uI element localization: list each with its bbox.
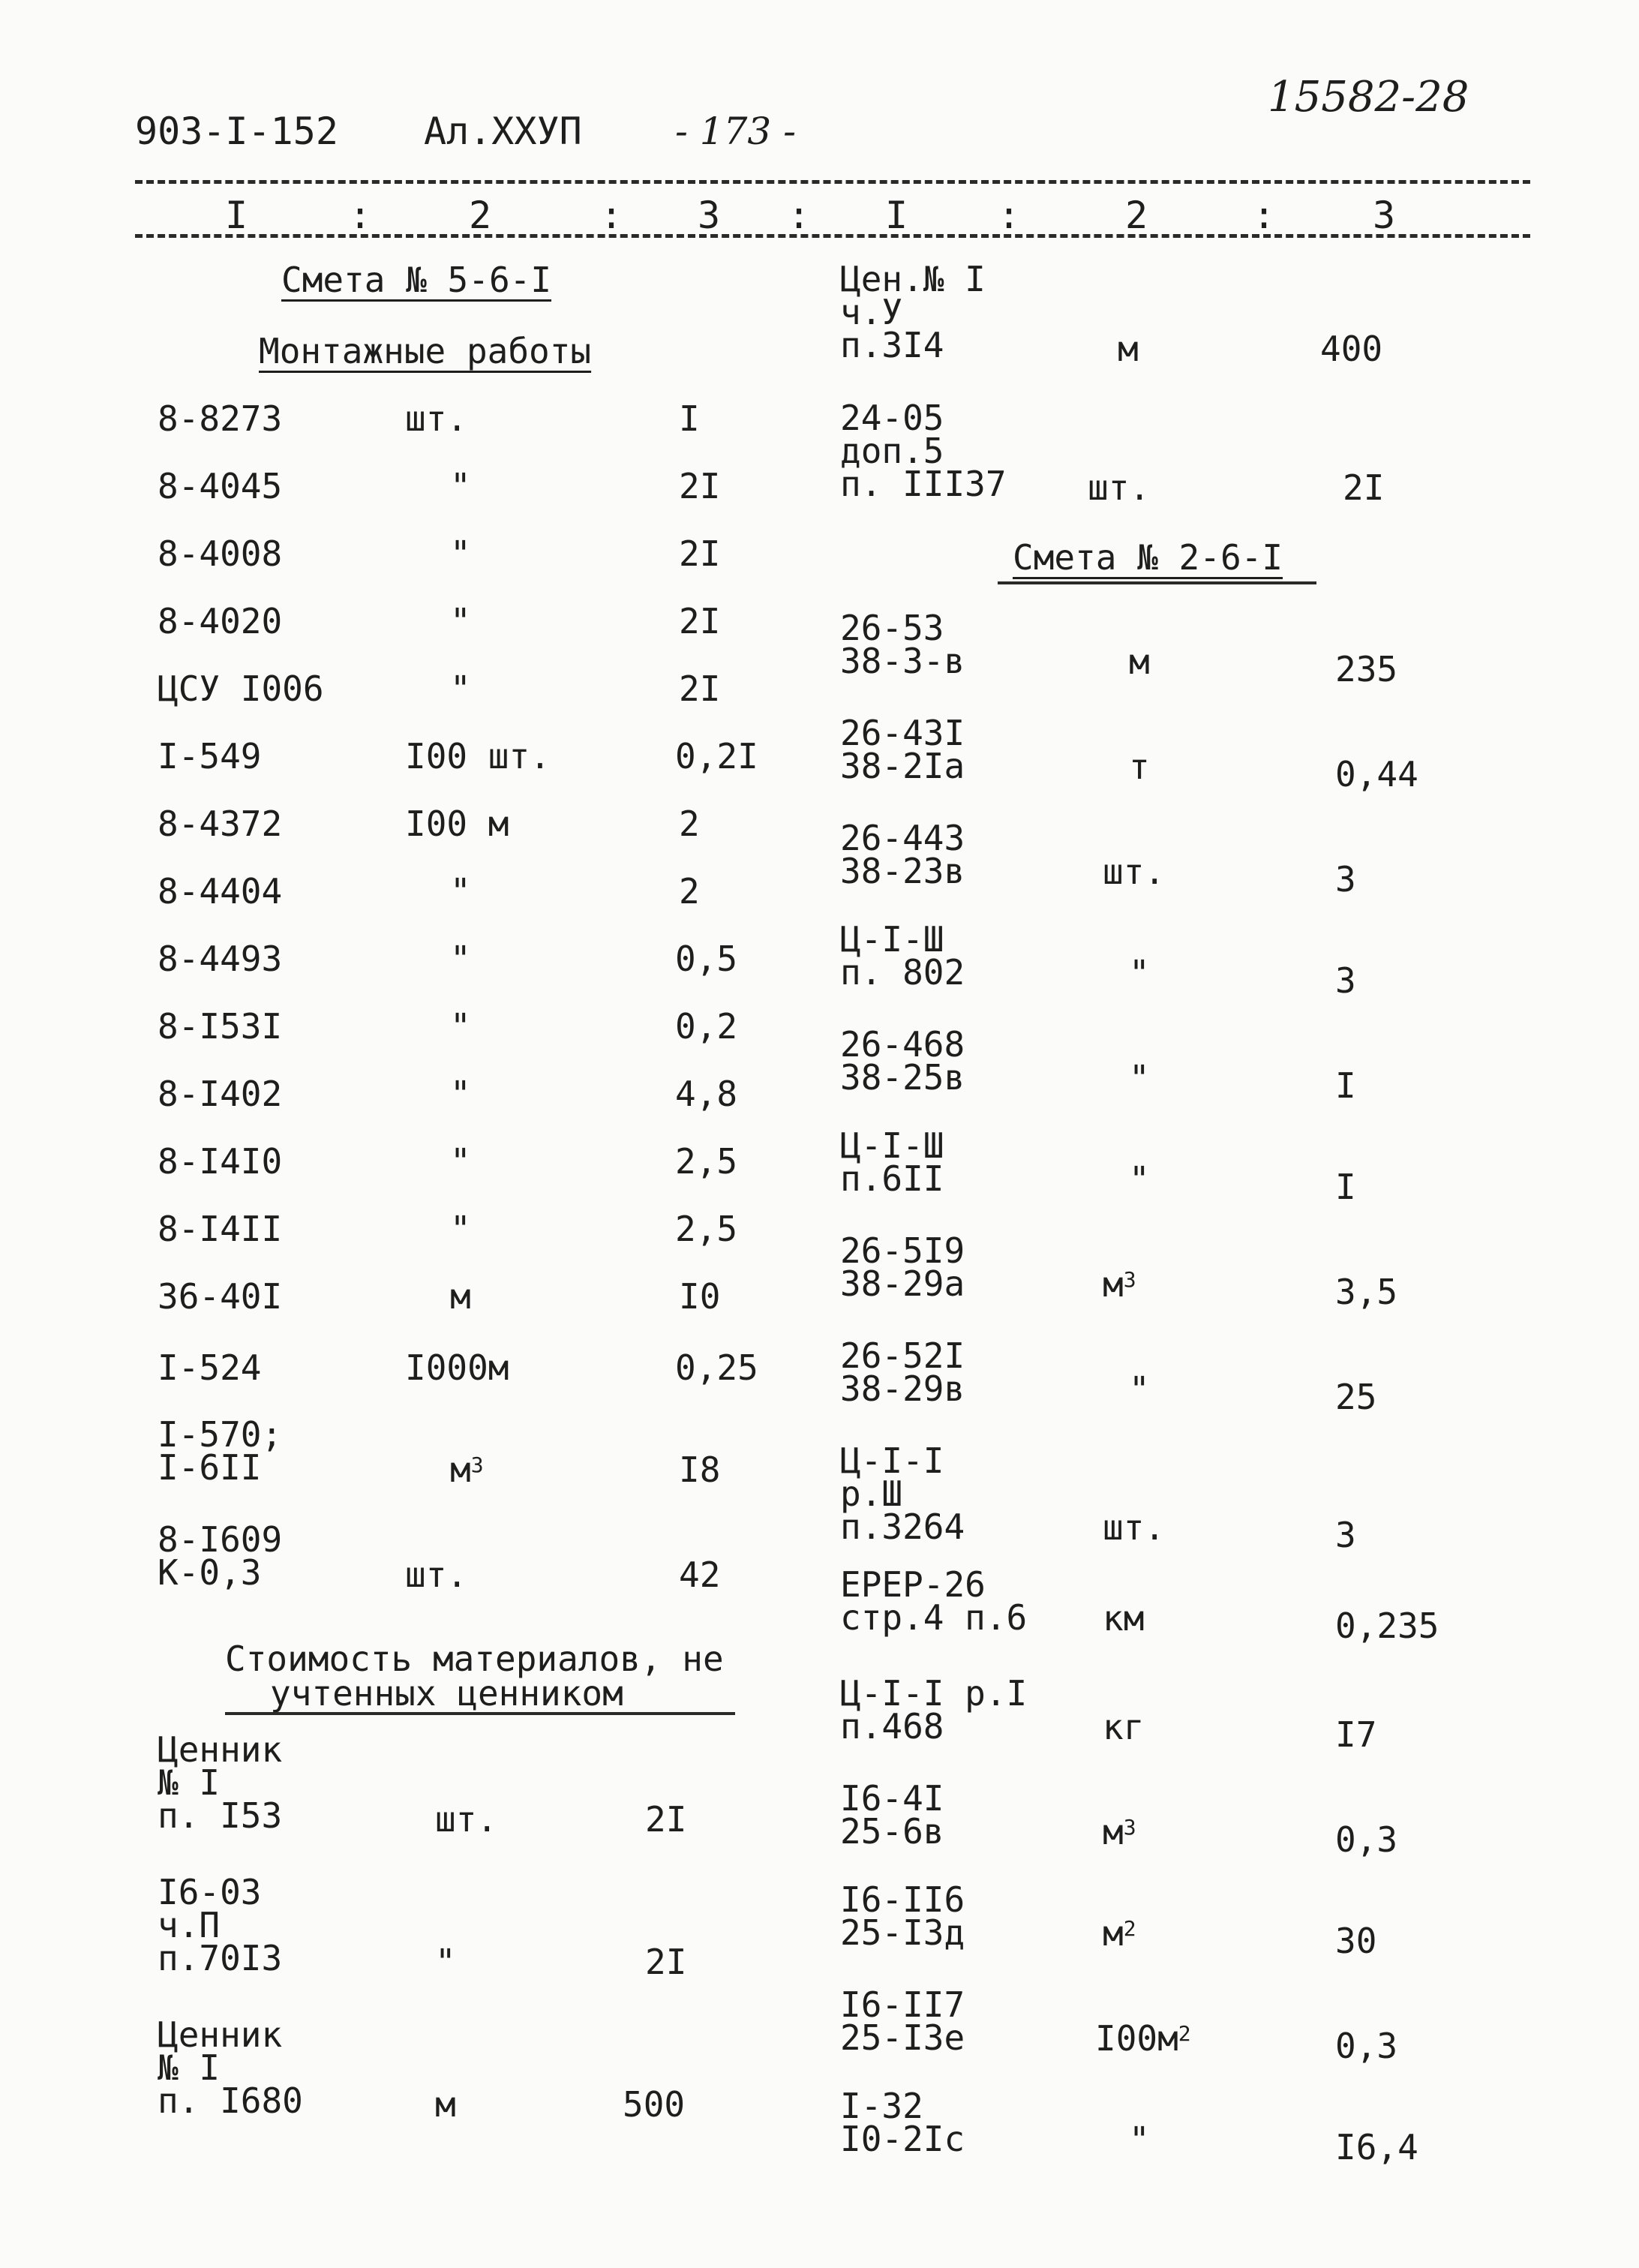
quantity-cell: 235	[1335, 649, 1398, 689]
estimate-code: I6-4I 25-6в	[840, 1778, 944, 1852]
estimate-title-right-underline	[998, 581, 1316, 584]
quantity-cell: 2I	[679, 668, 721, 709]
unit-cell: км	[1103, 1598, 1145, 1639]
estimate-code: 26-43I 38-2Iа	[840, 713, 965, 786]
unit-cell: $м^2$	[1103, 1913, 1136, 1954]
quantity-cell: 2I	[679, 533, 721, 574]
unit-cell: I000м	[405, 1347, 509, 1388]
unit-cell: $м^3$	[1103, 1264, 1136, 1305]
unit-cell: м	[1129, 641, 1150, 682]
estimate-code: 8-I4II	[158, 1209, 283, 1249]
quantity-cell: 2	[679, 871, 700, 912]
unit-cell: м	[1118, 329, 1139, 369]
estimate-code: I-570; I-6II	[158, 1414, 283, 1488]
quantity-cell: 400	[1320, 329, 1383, 369]
unit-cell: шт.	[405, 398, 468, 439]
unit-cell: т	[1129, 746, 1150, 787]
estimate-title-right: Смета № 2-6-I	[1013, 537, 1283, 578]
estimate-code: I6-II6 25-I3д	[840, 1879, 965, 1953]
album-number: Ал.ХХУП	[424, 110, 582, 153]
unit-cell: кг	[1103, 1707, 1145, 1747]
quantity-cell: I0	[679, 1276, 721, 1317]
unit-cell: "	[1129, 1369, 1150, 1410]
estimate-code: 26-443 38-23в	[840, 818, 965, 891]
estimate-code: 8-4372	[158, 804, 283, 844]
unit-cell: "	[1129, 953, 1150, 993]
materials-subtitle-line2: учтенных ценником	[270, 1673, 623, 1714]
column-number: 3	[1373, 194, 1396, 237]
quantity-cell: 2I	[645, 1942, 687, 1982]
unit-cell: шт.	[1088, 467, 1151, 508]
quantity-cell: I7	[1335, 1714, 1377, 1755]
quantity-cell: 2,5	[675, 1141, 738, 1182]
price-ref-code: Цен.№ I ч.У п.3I4	[840, 259, 986, 365]
header-rule-top	[135, 180, 1530, 184]
column-separator: :	[600, 194, 623, 237]
page-mark: - 173 -	[675, 110, 797, 153]
unit-cell: шт.	[1103, 852, 1166, 892]
unit-cell: "	[1129, 1058, 1150, 1098]
estimate-code: 8-I53I	[158, 1006, 283, 1047]
header-rule-bottom	[135, 234, 1530, 238]
quantity-cell: 0,235	[1335, 1606, 1439, 1646]
quantity-cell: 2I	[645, 1799, 687, 1840]
quantity-cell: 3	[1335, 1515, 1356, 1555]
quantity-cell: 30	[1335, 1921, 1377, 1961]
quantity-cell: 0,5	[675, 939, 738, 979]
unit-cell: I00 шт.	[405, 736, 551, 777]
unit-cell: "	[450, 533, 471, 574]
material-code: I6-03 ч.П п.70I3	[158, 1872, 283, 1978]
unit-cell: шт.	[405, 1555, 468, 1595]
estimate-code: 8-4008	[158, 533, 283, 574]
estimate-code: 8-4045	[158, 466, 283, 506]
price-ref-code: 24-05 доп.5 п. III37	[840, 398, 1007, 504]
quantity-cell: 0,25	[675, 1347, 758, 1388]
quantity-cell: 0,2	[675, 1006, 738, 1047]
doc-code: 903-I-152	[135, 110, 338, 153]
estimate-code: Ц-I-I р.I п.468	[840, 1673, 1028, 1747]
unit-cell: "	[450, 1074, 471, 1114]
estimate-code: ЦСУ I006	[158, 668, 324, 709]
quantity-cell: I8	[679, 1449, 721, 1490]
unit-cell: м	[435, 2084, 456, 2125]
estimate-code: Ц-I-I р.Ш п.3264	[840, 1440, 965, 1547]
unit-cell: $м^3$	[1103, 1812, 1136, 1852]
quantity-cell: 0,2I	[675, 736, 758, 777]
column-number: 2	[469, 194, 492, 237]
quantity-cell: 3	[1335, 960, 1356, 1001]
quantity-cell: 2I	[1343, 467, 1385, 508]
quantity-cell: 42	[679, 1555, 721, 1595]
quantity-cell: 4,8	[675, 1074, 738, 1114]
unit-cell: "	[450, 1006, 471, 1047]
quantity-cell: 2I	[679, 466, 721, 506]
quantity-cell: 3	[1335, 859, 1356, 900]
unit-cell: "	[450, 466, 471, 506]
quantity-cell: 0,3	[1335, 1819, 1398, 1860]
estimate-code: 8-I4I0	[158, 1141, 283, 1182]
column-separator: :	[1253, 194, 1276, 237]
archive-stamp: 15582-28	[1268, 73, 1469, 122]
unit-cell: "	[450, 871, 471, 912]
estimate-code: I-549	[158, 736, 262, 777]
unit-cell: "	[450, 601, 471, 641]
quantity-cell: 0,44	[1335, 754, 1418, 795]
unit-cell: м	[450, 1276, 471, 1317]
unit-cell: шт.	[1103, 1507, 1166, 1548]
quantity-cell: 2	[679, 804, 700, 844]
unit-cell: $м^3$	[450, 1449, 484, 1490]
estimate-code: 8-4404	[158, 871, 283, 912]
estimate-code: I-32 I0-2Iс	[840, 2086, 965, 2159]
estimate-code: 36-40I	[158, 1276, 283, 1317]
estimate-code: 26-52I 38-29в	[840, 1335, 965, 1409]
estimate-code: I-524	[158, 1347, 262, 1388]
quantity-cell: 2,5	[675, 1209, 738, 1249]
estimate-code: 8-4020	[158, 601, 283, 641]
unit-cell: шт.	[435, 1799, 498, 1840]
unit-cell: "	[450, 1141, 471, 1182]
estimate-code: 8-I402	[158, 1074, 283, 1114]
estimate-code: Ц-I-Ш п. 802	[840, 919, 965, 993]
estimate-code: I6-II7 25-I3е	[840, 1984, 965, 2058]
unit-cell: $I00м^2$	[1095, 2018, 1191, 2059]
materials-subtitle-line1: Стоимость материалов, не	[225, 1639, 724, 1679]
estimate-code: ЕРЕР-26 стр.4 п.6	[840, 1564, 1028, 1638]
quantity-cell: I	[1335, 1065, 1356, 1106]
section-title-installation: Монтажные работы	[259, 331, 592, 371]
estimate-code: 8-I609 К-0,3	[158, 1519, 283, 1593]
quantity-cell: 0,3	[1335, 2026, 1398, 2066]
estimate-code: 26-5I9 38-29а	[840, 1230, 965, 1304]
column-number: I	[885, 194, 908, 237]
estimate-code: 8-8273	[158, 398, 283, 439]
quantity-cell: I6,4	[1335, 2127, 1418, 2167]
column-number: 2	[1125, 194, 1148, 237]
unit-cell: "	[450, 668, 471, 709]
quantity-cell: I	[679, 398, 700, 439]
unit-cell: "	[435, 1942, 456, 1982]
unit-cell: "	[450, 1209, 471, 1249]
estimate-code: 26-468 38-25в	[840, 1024, 965, 1098]
material-code: Ценник № I п. I680	[158, 2014, 303, 2121]
estimate-code: 26-53 38-3-в	[840, 608, 965, 681]
material-code: Ценник № I п. I53	[158, 1729, 283, 1836]
unit-cell: "	[450, 939, 471, 979]
estimate-code: Ц-I-Ш п.6II	[840, 1125, 944, 1199]
column-number: I	[225, 194, 248, 237]
quantity-cell: 2I	[679, 601, 721, 641]
quantity-cell: 500	[623, 2084, 686, 2125]
materials-subtitle-underline	[225, 1712, 735, 1715]
column-separator: :	[998, 194, 1021, 237]
unit-cell: "	[1129, 2119, 1150, 2160]
quantity-cell: 3,5	[1335, 1272, 1398, 1312]
estimate-code: 8-4493	[158, 939, 283, 979]
estimate-title-left: Смета № 5-6-I	[281, 260, 552, 300]
column-separator: :	[349, 194, 372, 237]
quantity-cell: 25	[1335, 1377, 1377, 1417]
column-separator: :	[788, 194, 811, 237]
unit-cell: I00 м	[405, 804, 509, 844]
column-number: 3	[698, 194, 721, 237]
unit-cell: "	[1129, 1159, 1150, 1200]
quantity-cell: I	[1335, 1167, 1356, 1207]
